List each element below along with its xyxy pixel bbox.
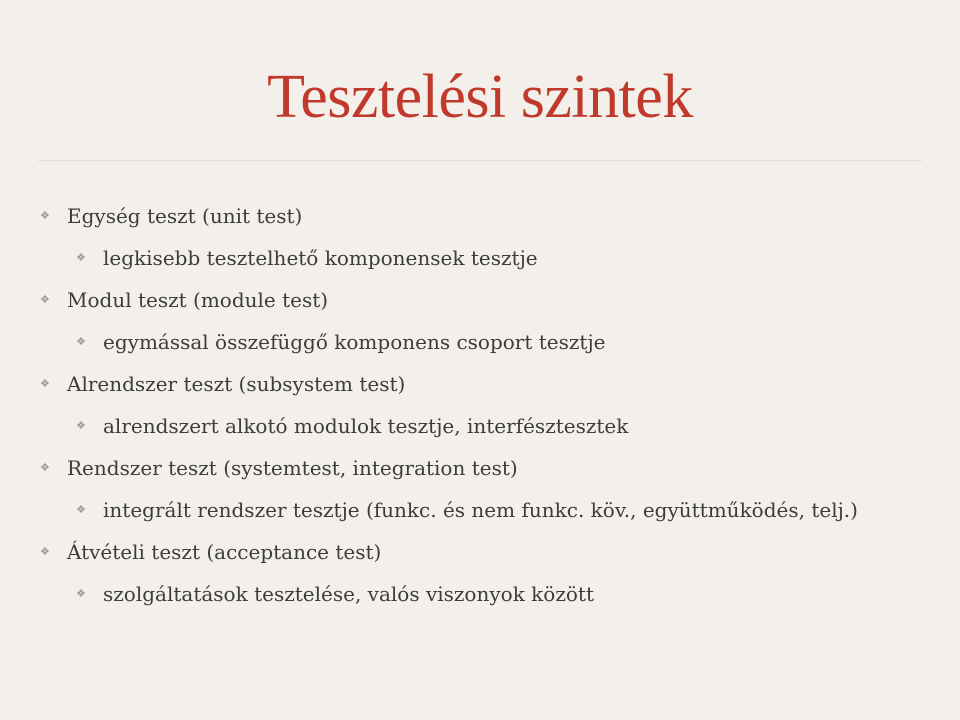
list-item bbox=[0, 329, 960, 355]
list-item-text: integrált rendszer tesztje (funkc. és nem funkc. köv., együttműködés, telj.) bbox=[103, 498, 858, 522]
list-item-text: legkisebb tesztelhető komponensek tesztje bbox=[103, 246, 538, 270]
diamond-bullet-icon: ❖ bbox=[76, 503, 86, 516]
diamond-bullet-icon: ❖ bbox=[40, 209, 50, 222]
list-item-text: Rendszer teszt (systemtest, integration test) bbox=[67, 456, 518, 480]
diamond-bullet-icon: ❖ bbox=[40, 545, 50, 558]
diamond-bullet-icon: ❖ bbox=[76, 251, 86, 264]
list-item-text: Egység teszt (unit test) bbox=[67, 204, 303, 228]
list-item bbox=[0, 245, 960, 271]
diamond-bullet-icon: ❖ bbox=[40, 377, 50, 390]
list-item bbox=[0, 287, 960, 313]
diamond-bullet-icon: ❖ bbox=[76, 335, 86, 348]
list-item-text: egymással összefüggő komponens csoport tesztje bbox=[103, 330, 606, 354]
bullet-list bbox=[0, 203, 960, 623]
diamond-bullet-icon: ❖ bbox=[40, 293, 50, 306]
list-item-text: alrendszert alkotó modulok tesztje, interfésztesztek bbox=[103, 414, 629, 438]
diamond-bullet-icon: ❖ bbox=[76, 587, 86, 600]
list-item-text: Alrendszer teszt (subsystem test) bbox=[67, 372, 406, 396]
list-item bbox=[0, 413, 960, 439]
list-item bbox=[0, 455, 960, 481]
list-item bbox=[0, 539, 960, 565]
slide-title: Tesztelési szintek bbox=[267, 63, 693, 131]
diamond-bullet-icon: ❖ bbox=[76, 419, 86, 432]
list-item-text: szolgáltatások tesztelése, valós viszonyok között bbox=[103, 582, 594, 606]
list-item bbox=[0, 581, 960, 607]
list-item-text: Modul teszt (module test) bbox=[67, 288, 329, 312]
list-item-text: Átvételi teszt (acceptance test) bbox=[67, 540, 382, 564]
list-item bbox=[0, 371, 960, 397]
list-item bbox=[0, 497, 960, 523]
diamond-bullet-icon: ❖ bbox=[40, 461, 50, 474]
title-divider bbox=[38, 160, 922, 161]
list-item bbox=[0, 203, 960, 229]
